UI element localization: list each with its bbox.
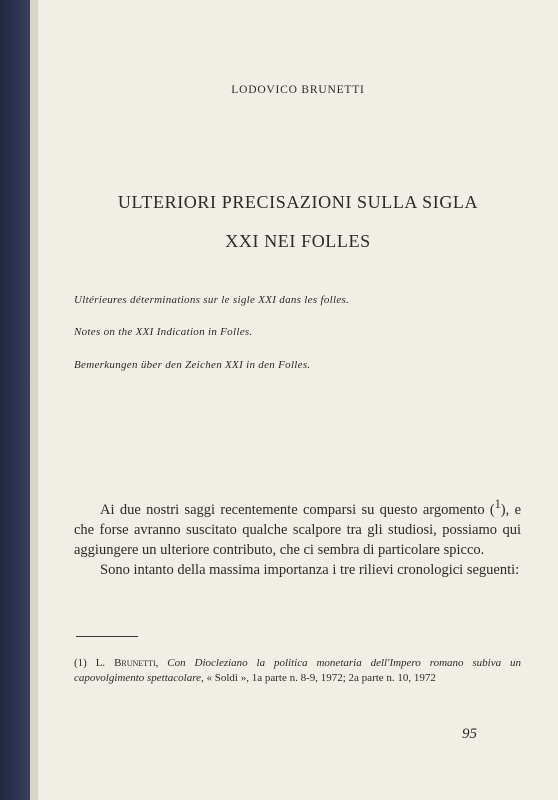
subtitle-french: Ultérieures déterminations sur le sigle XXI dans les folles. [74, 294, 350, 306]
author-name: LODOVICO BRUNETTI [231, 84, 365, 96]
subtitle-english: Notes on the XXI Indication in Folles. [74, 326, 253, 338]
footnote-reference: 1 [494, 497, 501, 511]
footnote-citation: « Soldi », 1a parte n. 8-9, 1972; 2a parte n. 10, 1972 [206, 672, 436, 684]
footnote-divider [76, 636, 138, 637]
title-line-1: ULTERIORI PRECISAZIONI SULLA SIGLA [117, 192, 479, 212]
footnote-author: Brunetti, [114, 657, 159, 669]
paragraph-1 [74, 494, 521, 560]
paragraph-1-end: ), e che forse avranno suscitato qualche scalpore tra gli studiosi, possiamo qui aggiungere un ulteriore contributo, che ci sembra di particolare spicco. [74, 501, 522, 558]
page-edge [30, 0, 38, 800]
body-text [74, 494, 521, 580]
subtitle-german: Bemerkungen über den Zeichen XXI in den Folles. [74, 359, 311, 371]
footnote-title: Con Diocleziano la politica monetaria dell'Impero romano subiva un capovolgimento spettacolare, [74, 657, 522, 684]
footnote-number: (1) L. [74, 657, 106, 669]
book-spine [0, 0, 30, 800]
paragraph-1-start: Ai due nostri saggi recentemente comparsi su questo argomento ( [100, 501, 495, 518]
footnote [74, 656, 521, 686]
paragraph-2: Sono intanto della massima importanza i tre rilievi cronologici seguenti: [100, 561, 520, 578]
document-page [38, 0, 558, 800]
page-number: 95 [462, 726, 477, 742]
title-line-2: XXI NEI FOLLES [225, 231, 371, 251]
